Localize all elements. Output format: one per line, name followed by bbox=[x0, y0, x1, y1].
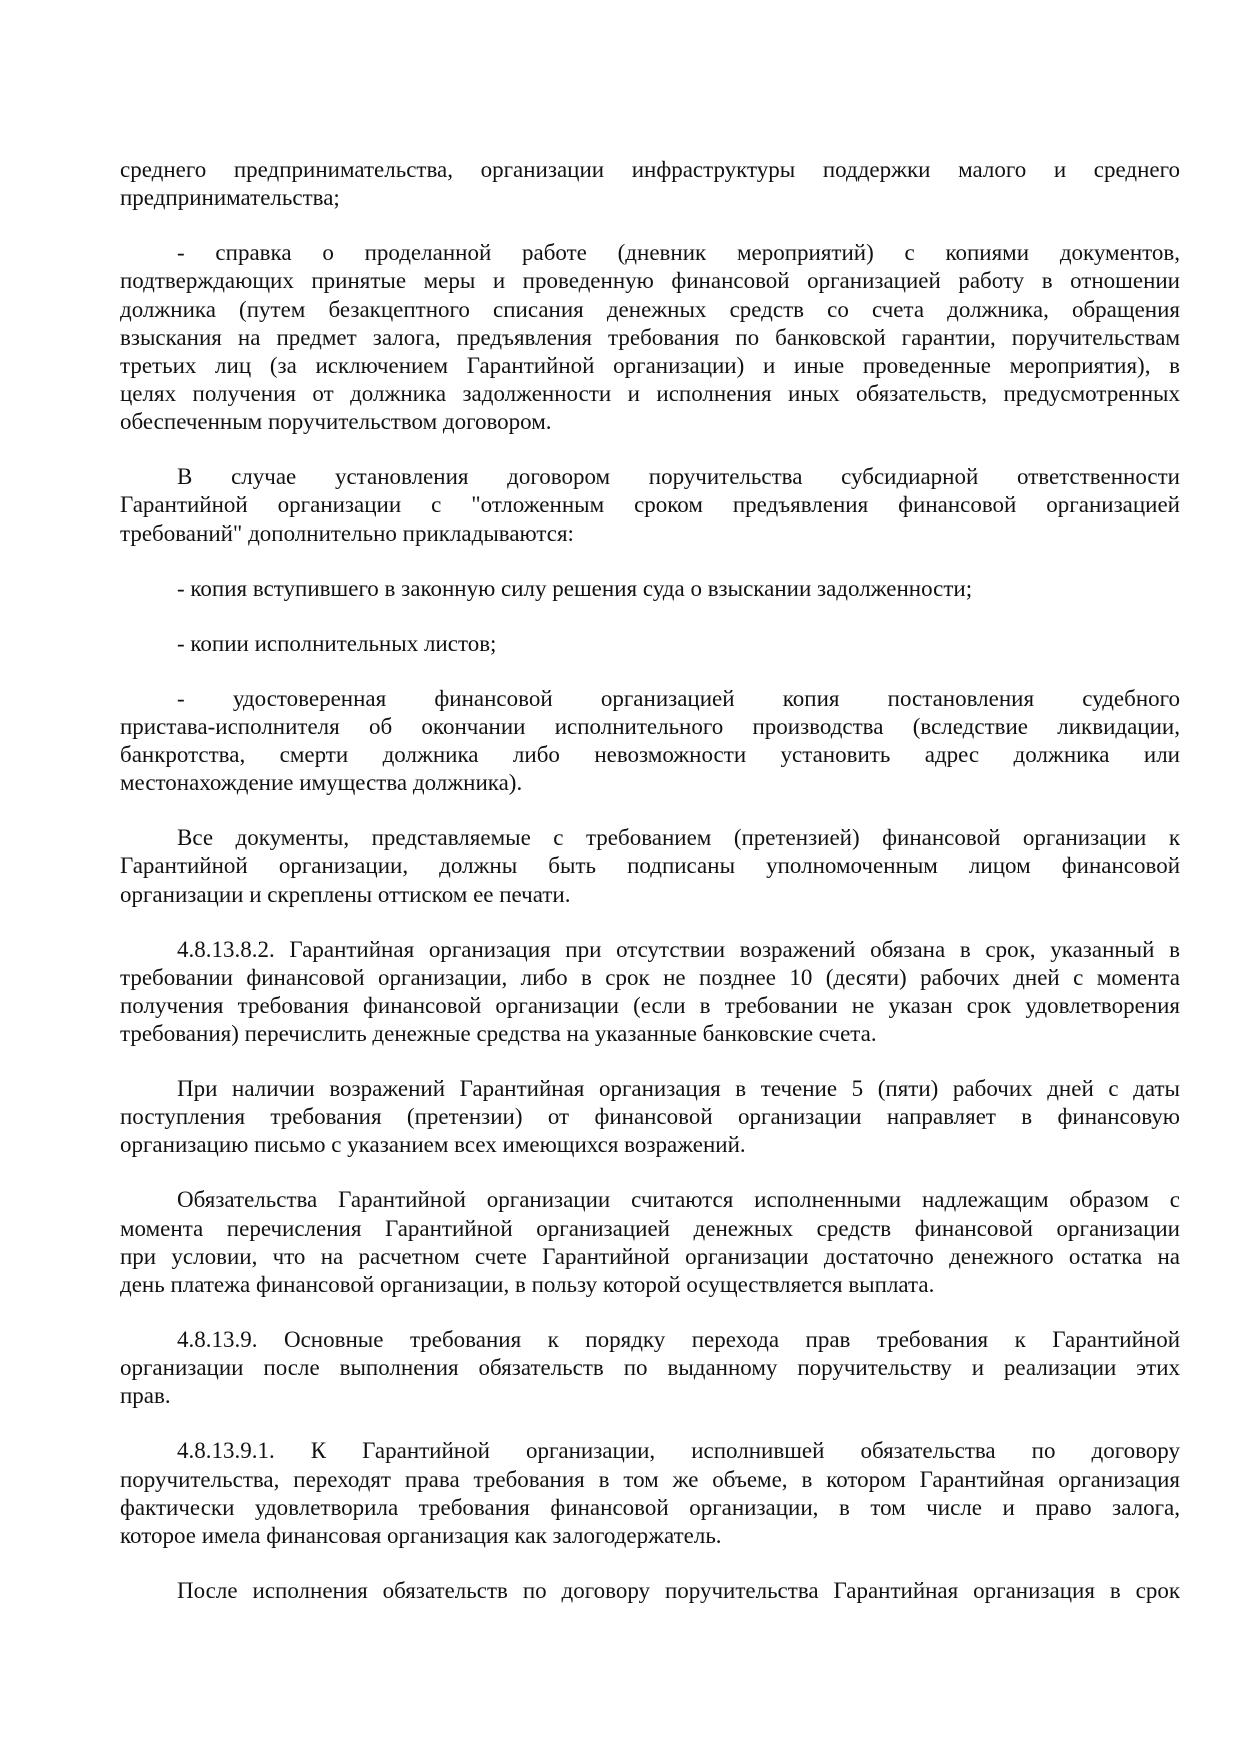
text-line: Все документы, представляемые с требованием (претензией) финансовой организации к bbox=[177, 825, 1180, 851]
paragraph bbox=[120, 936, 1180, 1049]
text-line: 4.8.13.9. Основные требования к порядку перехода прав требования к Гарантийной bbox=[177, 1326, 1180, 1352]
text-line: требования) перечислить денежные средства на указанные банковские счета. bbox=[120, 1021, 877, 1047]
text-line: организации и скреплены оттиском ее печати. bbox=[120, 881, 571, 907]
text-line: - копии исполнительных листов; bbox=[177, 630, 497, 656]
text-line: 4.8.13.8.2. Гарантийная организация при отсутствии возражений обязана в срок, указанный в bbox=[177, 936, 1180, 962]
text-line: при условии, что на расчетном счете Гарантийной организации достаточно денежного остатка на bbox=[120, 1243, 1180, 1269]
paragraph bbox=[120, 239, 1180, 436]
text-line: поступления требования (претензии) от финансовой организации направляет в финансовую bbox=[120, 1104, 1180, 1130]
text-line: получения требования финансовой организации (если в требовании не указан срок удовлетворения bbox=[120, 992, 1180, 1018]
text-line: местонахождение имущества должника). bbox=[120, 770, 523, 796]
paragraph bbox=[120, 1075, 1180, 1160]
text-line: Гарантийной организации, должны быть подписаны уполномоченным лицом финансовой bbox=[120, 853, 1180, 879]
text-line: организации после выполнения обязательств по выданному поручительству и реализации этих bbox=[120, 1355, 1180, 1381]
text-line: - справка о проделанной работе (дневник мероприятий) с копиями документов, bbox=[177, 240, 1180, 266]
text-line: целях получения от должника задолженности и исполнения иных обязательств, предусмотренных bbox=[120, 381, 1180, 407]
text-line: день платежа финансовой организации, в пользу которой осуществляется выплата. bbox=[120, 1271, 935, 1297]
text-line: Гарантийной организации с "отложенным сроком предъявления финансовой организацией bbox=[120, 492, 1180, 518]
text-line: - удостоверенная финансовой организацией копия постановления судебного bbox=[177, 685, 1180, 711]
paragraph bbox=[120, 824, 1180, 909]
text-line: фактически удовлетворила требования финансовой организации, в том числе и право залога, bbox=[120, 1494, 1180, 1520]
text-line: среднего предпринимательства, организации инфраструктуры поддержки малого и среднего bbox=[120, 157, 1180, 182]
text-line: момента перечисления Гарантийной организацией денежных средств финансовой организации bbox=[120, 1215, 1180, 1241]
paragraph bbox=[120, 685, 1180, 798]
text-line: обеспеченным поручительством договором. bbox=[120, 409, 552, 435]
text-line: которое имела финансовая организация как залогодержатель. bbox=[120, 1522, 722, 1548]
text-line: требовании финансовой организации, либо в срок не позднее 10 (десяти) рабочих дней с момента bbox=[120, 964, 1180, 990]
paragraph bbox=[120, 630, 1180, 658]
text-line: При наличии возражений Гарантийная организация в течение 5 (пяти) рабочих дней с даты bbox=[177, 1076, 1180, 1102]
text-line: Обязательства Гарантийной организации считаются исполненными надлежащим образом с bbox=[177, 1187, 1180, 1213]
paragraph bbox=[120, 1437, 1180, 1550]
text-line: банкротства, смерти должника либо невозможности установить адрес должника или bbox=[120, 741, 1180, 767]
text-line: 4.8.13.9.1. К Гарантийной организации, исполнившей обязательства по договору bbox=[177, 1438, 1180, 1464]
text-line: третьих лиц (за исключением Гарантийной организации) и иные проведенные мероприятия), в bbox=[120, 352, 1180, 378]
text-line: предпринимательства; bbox=[120, 185, 340, 211]
text-line: - копия вступившего в законную силу решения суда о взыскании задолженности; bbox=[177, 575, 973, 601]
paragraph bbox=[120, 1326, 1180, 1411]
paragraph bbox=[120, 463, 1180, 548]
text-line: должника (путем безакцептного списания денежных средств со счета должника, обращения bbox=[120, 296, 1180, 322]
text-line: требований" дополнительно прикладываются: bbox=[120, 520, 574, 546]
paragraph bbox=[120, 156, 1180, 212]
text-line: поручительства, переходят права требования в том же объеме, в котором Гарантийная организация bbox=[120, 1466, 1180, 1492]
text-line: После исполнения обязательств по договору поручительства Гарантийная организация в срок bbox=[177, 1577, 1180, 1603]
text-line: взыскания на предмет залога, предъявления требования по банковской гарантии, поручительствам bbox=[120, 324, 1180, 350]
paragraph bbox=[120, 575, 1180, 603]
paragraph bbox=[120, 1186, 1180, 1299]
text-line: пристава-исполнителя об окончании исполнительного производства (вследствие ликвидации, bbox=[120, 713, 1180, 739]
document-page bbox=[120, 156, 1180, 1632]
text-line: организацию письмо с указанием всех имеющихся возражений. bbox=[120, 1132, 746, 1158]
text-line: В случае установления договором поручительства субсидиарной ответственности bbox=[177, 464, 1180, 490]
text-line: прав. bbox=[120, 1383, 171, 1409]
text-line: подтверждающих принятые меры и проведенную финансовой организацией работу в отношении bbox=[120, 268, 1180, 294]
paragraph bbox=[120, 1577, 1180, 1605]
